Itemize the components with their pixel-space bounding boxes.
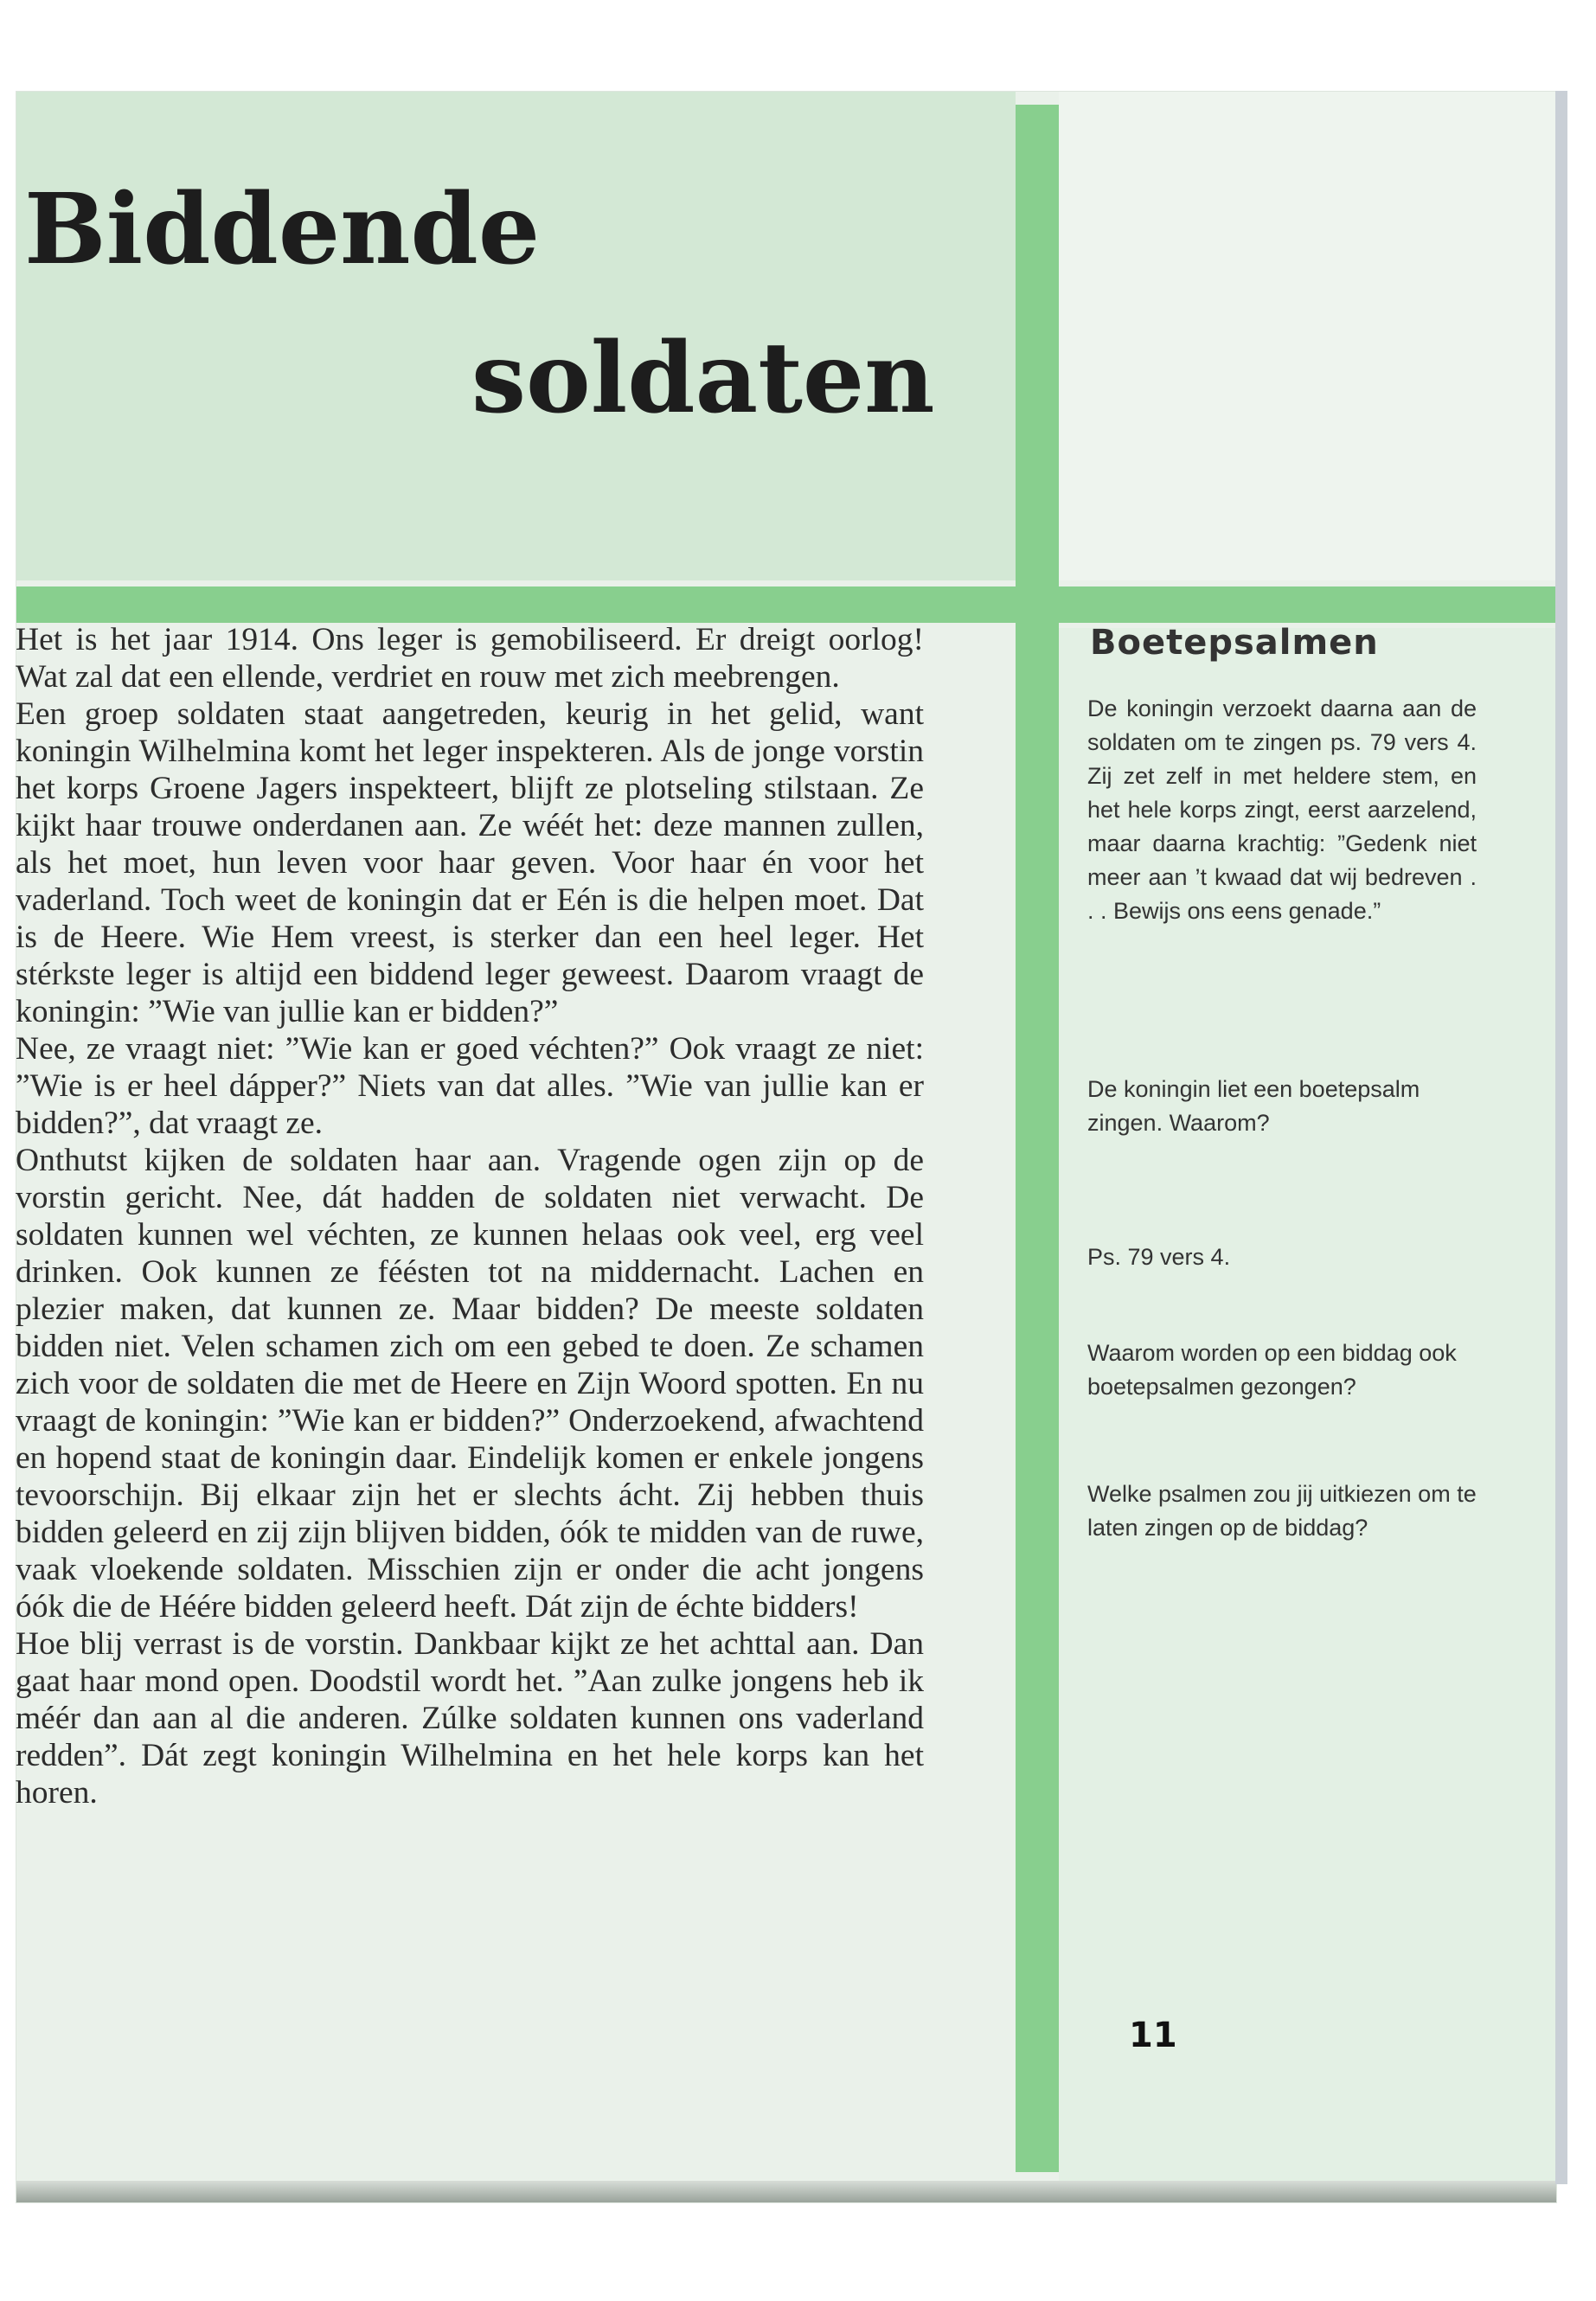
page-bottom-edge	[16, 2181, 1556, 2202]
article-paragraph: Een groep soldaten staat aangetreden, keurig in het gelid, want koningin Wilhelmina komt het leger inspekteren. Als de jonge vorstin het korps Groene Jagers inspekteert, blijft ze plotseling stilstaan. Ze kijkt haar trouwe onderdanen aan. Ze wéét het: deze mannen zullen, als het moet, hun leven voor haar geven. Voor haar én voor het vaderland. Toch weet de koningin dat er Eén is die helpen moet. Dat is de Heere. Wie Hem vreest, is sterker dan een heel leger. Het stérkste leger is altijd een biddend leger geweest. Daarom vraagt de koningin: ”Wie van jullie kan er bidden?”	[16, 696, 924, 1029]
page-number: 11	[1129, 2016, 1177, 2055]
article-paragraph: Nee, ze vraagt niet: ”Wie kan er goed véchten?” Ook vraagt ze niet: ”Wie is er heel dápper?” Niets van dat alles. ”Wie van jullie kan er bidden?”, dat vraagt ze.	[16, 1031, 924, 1141]
article-paragraph: Het is het jaar 1914. Ons leger is gemobiliseerd. Er dreigt oorlog! Wat zal dat een ellende, verdriet en rouw met zich meebrengen.	[16, 622, 924, 695]
sidebar-question: Welke psalmen zou jij uitkiezen om te laten zingen op de biddag?	[1087, 1481, 1477, 1541]
article-paragraph: Hoe blij verrast is de vorstin. Dankbaar kijkt ze het achttal aan. Dan gaat haar mond open. Doodstil wordt het. ”Aan zulke jongens heb ik méér dan aan al die anderen. Zúlke soldaten kunnen ons vaderland redden”. Dát zegt koningin Wilhelmina en het hele korps kan het horen.	[16, 1626, 924, 1811]
vertical-green-bar	[1016, 105, 1059, 2172]
title-line-2: soldaten	[471, 322, 935, 435]
sidebar-question: Waarom worden op een biddag ook boetepsalmen gezongen?	[1087, 1340, 1457, 1400]
page-side-edge	[1555, 91, 1567, 2184]
sidebar-heading: Boetepsalmen	[1090, 623, 1379, 663]
article-body	[16, 621, 924, 1811]
sidebar-reference: Ps. 79 vers 4.	[1087, 1244, 1231, 1270]
title-line-1: Biddende	[24, 173, 541, 286]
sidebar-question: De koningin liet een boetepsalm zingen. Waarom?	[1087, 1076, 1420, 1136]
sidebar-intro: De koningin verzoekt daarna aan de soldaten om te zingen ps. 79 vers 4. Zij zet zelf in met heldere stem, en het hele korps zingt, eerst aarzelend, maar daarna krachtig: ”Gedenk niet meer aan ’t kwaad dat wij bedreven . . . Bewijs ons eens genade.”	[1087, 695, 1477, 924]
horizontal-green-bar	[16, 586, 1557, 623]
article-paragraph: Onthutst kijken de soldaten haar aan. Vragende ogen zijn op de vorstin gericht. Nee, dát hadden de soldaten niet verwacht. De soldaten kunnen wel véchten, ze kunnen helaas ook veel, erg veel drinken. Ook kunnen ze féésten tot na middernacht. Lachen en plezier maken, dat kunnen ze. Maar bidden? De meeste soldaten bidden niet. Velen schamen zich om een gebed te doen. Ze schamen zich voor de soldaten die met de Heere en Zijn Woord spotten. En nu vraagt de koningin: ”Wie kan er bidden?” Onderzoekend, afwachtend en hopend staat de koningin daar. Eindelijk komen er enkele jongens tevoorschijn. Bij elkaar zijn het er slechts ácht. Zij hebben thuis bidden geleerd en zij zijn blijven bidden, óók te midden van de ruwe, vaak vloekende soldaten. Misschien zijn er onder die acht jongens óók die de Héére bidden geleerd heeft. Dát zijn de échte bidders!	[16, 1143, 924, 1625]
top-right-panel	[1059, 92, 1556, 580]
